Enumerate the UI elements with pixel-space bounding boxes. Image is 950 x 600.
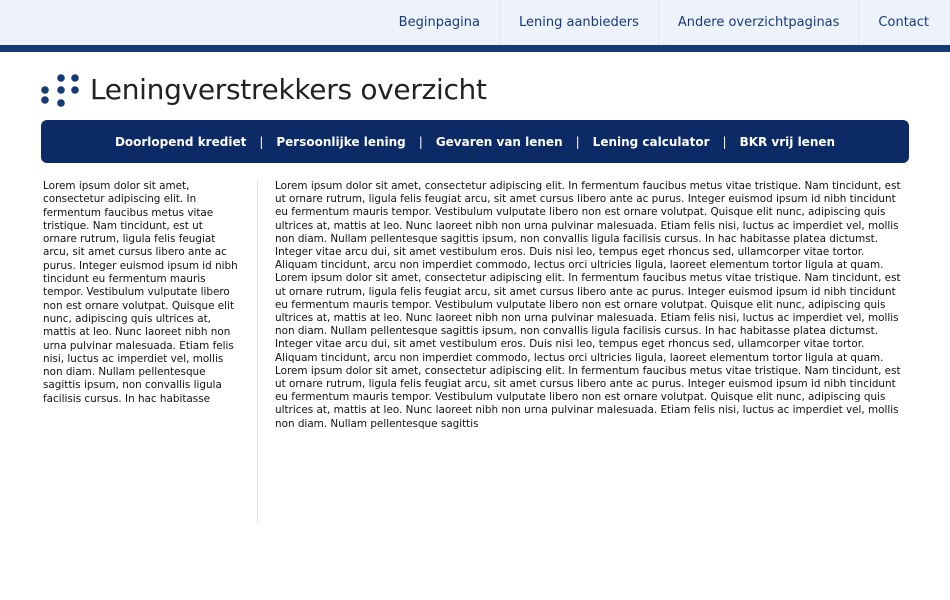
main-text: Lorem ipsum dolor sit amet, consectetur adipiscing elit. In fermentum faucibus metus vitae tristique. Nam tincidunt, est ut ornare rutrum, ligula felis feugiat arcu, sit amet cursus libero ante ac purus. Integer euismod ipsum id nibh tincidunt eu fermentum mauris tempor. Vestibulum vulputate libero non est ornare volutpat. Quisque elit nunc, adipiscing quis ultrices at, mattis at leo. Nunc laoreet nibh non urna pulvinar malesuada. Etiam felis nisi, luctus ac imperdiet vel, mollis non diam. Nullam pellentesque sagittis ipsum, non convallis ligula facilisis cursus. In hac habitasse platea dictumst. Integer vitae arcu dui, sit amet vestibulum eros. Duis nisi leo, tempus eget rhoncus sed, ullamcorper vitae tortor. Aliquam tincidunt, arcu non imperdiet commodo, lectus orci ultricies ligula, laoreet elementum tortor ligula at quam. Lorem ipsum dolor sit amet, consectetur adipiscing elit. In fermentum faucibus metus vitae tristique. Nam tincidunt, est ut ornare rutrum, ligula felis feugiat arcu, sit amet cursus libero ante ac purus. Integer euismod ipsum id nibh tincidunt eu fermentum mauris tempor. Vestibulum vulputate libero non est ornare volutpat. Quisque elit nunc, adipiscing quis ultrices at, mattis at leo. Nunc laoreet nibh non urna pulvinar malesuada. Etiam felis nisi, luctus ac imperdiet vel, mollis non diam. Nullam pellentesque sagittis ipsum, non convallis ligula facilisis cursus. In hac habitasse platea dictumst. Integer vitae arcu dui, sit amet vestibulum eros. Duis nisi leo, tempus eget rhoncus sed, ullamcorper vitae tortor. Aliquam tincidunt, arcu non imperdiet commodo, lectus orci ultricies ligula, laoreet elementum tortor ligula at quam. Lorem ipsum dolor sit amet, consectetur adipiscing elit. In fermentum faucibus metus vitae tristique. Nam tincidunt, est ut ornare rutrum, ligula felis feugiat arcu, sit amet cursus libero ante ac purus. Integer euismod ipsum id nibh tincidunt eu fermentum mauris tempor. Vestibulum vulputate libero non est ornare volutpat. Quisque elit nunc, adipiscing quis ultrices at, mattis at leo. Nunc laoreet nibh non urna pulvinar malesuada. Etiam felis nisi, luctus ac imperdiet vel, mollis non diam. Nullam pellentesque sagittis — [275, 180, 901, 430]
top-nav-contact[interactable]: Contact — [858, 0, 929, 45]
dots-logo-icon[interactable] — [41, 73, 81, 109]
header-stripe — [0, 45, 950, 52]
nav-gevaren-van-lenen[interactable]: Gevaren van lenen — [435, 134, 563, 149]
top-nav-andere-overzichtpaginas[interactable]: Andere overzichtpaginas — [658, 0, 859, 45]
nav-separator: | — [575, 134, 580, 149]
top-nav-lening-aanbieders[interactable]: Lening aanbieders — [499, 0, 658, 45]
nav-separator: | — [722, 134, 727, 149]
sidebar-column — [43, 180, 239, 406]
nav-bkr-vrij-lenen[interactable]: BKR vrij lenen — [739, 134, 836, 149]
main-nav — [41, 120, 909, 163]
top-bar — [0, 0, 950, 45]
nav-separator: | — [418, 134, 423, 149]
nav-persoonlijke-lening[interactable]: Persoonlijke lening — [276, 134, 406, 149]
nav-lening-calculator[interactable]: Lening calculator — [592, 134, 710, 149]
sidebar-text: Lorem ipsum dolor sit amet, consectetur adipiscing elit. In fermentum faucibus metus vitae tristique. Nam tincidunt, est ut ornare rutrum, ligula felis feugiat arcu, sit amet cursus libero ante ac purus. Integer euismod ipsum id nibh tincidunt eu fermentum mauris tempor. Vestibulum vulputate libero non est ornare volutpat. Quisque elit nunc, adipiscing quis ultrices at, mattis at leo. Nunc laoreet nibh non urna pulvinar malesuada. Etiam felis nisi, luctus ac imperdiet vel, mollis non diam. Nullam pellentesque sagittis ipsum, non convallis ligula facilisis cursus. In hac habitasse — [43, 180, 238, 405]
nav-separator: | — [259, 134, 264, 149]
site-title[interactable]: Leningverstrekkers overzicht — [90, 73, 487, 106]
top-nav — [380, 0, 929, 45]
main-content — [275, 180, 909, 431]
column-divider — [257, 180, 258, 523]
nav-doorlopend-krediet[interactable]: Doorlopend krediet — [114, 134, 247, 149]
top-nav-beginpagina[interactable]: Beginpagina — [398, 15, 480, 30]
